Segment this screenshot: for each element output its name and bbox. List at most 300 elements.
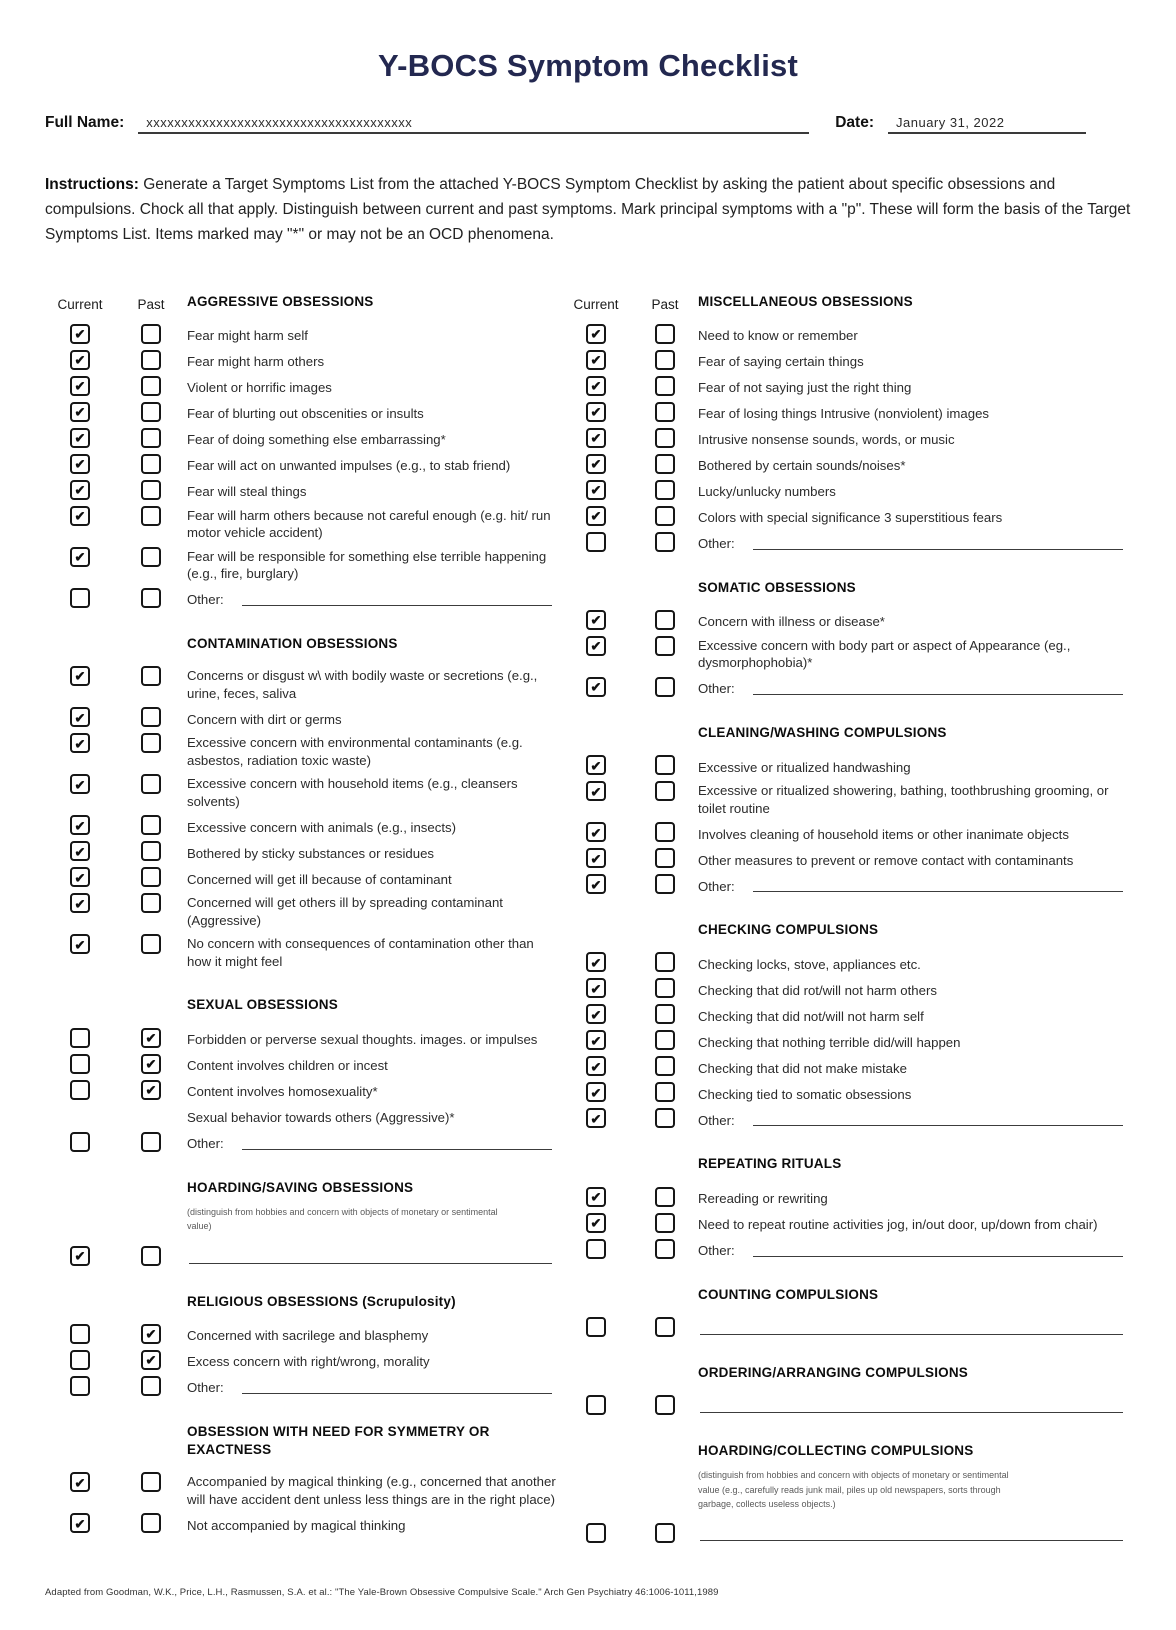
item-body — [187, 666, 560, 702]
current-checkbox[interactable] — [70, 1350, 90, 1370]
past-checkbox[interactable] — [141, 893, 161, 913]
checklist-item — [45, 428, 560, 449]
past-checkbox[interactable] — [141, 1246, 161, 1266]
item-label: Need to repeat routine activities jog, in/out door, up/down from chair) — [698, 1217, 1098, 1233]
section-heading: MISCELLANEOUS OBSESSIONS — [698, 294, 913, 310]
item-body — [698, 677, 1131, 698]
fill-in-line[interactable] — [700, 1322, 1123, 1335]
checklist-item — [45, 1324, 560, 1345]
date-label: Date: — [835, 114, 874, 131]
item-label: Excess concern with right/wrong, morality — [187, 1354, 430, 1370]
past-checkbox[interactable] — [655, 428, 675, 448]
item-label: Fear of saying certain things — [698, 354, 864, 369]
checklist-item — [45, 1376, 560, 1397]
current-checkbox[interactable] — [70, 815, 90, 835]
checklist-item — [560, 1056, 1131, 1077]
item-label: Accompanied by magical thinking (e.g., concerned that another will have accident dent unless less things are in the right place) — [187, 1474, 556, 1507]
item-label: Bothered by certain sounds/noises* — [698, 458, 906, 473]
item-label: Fear of not saying just the right thing — [698, 380, 912, 395]
item-label: Excessive or ritualized handwashing — [698, 759, 911, 775]
past-checkbox[interactable] — [655, 1187, 675, 1207]
checklist-item — [560, 636, 1131, 672]
current-checkbox[interactable] — [586, 1004, 606, 1024]
item-body — [187, 480, 560, 501]
past-checkbox[interactable] — [141, 815, 161, 835]
fill-in-line[interactable] — [753, 1244, 1123, 1257]
current-checkbox[interactable] — [586, 874, 606, 894]
checklist-item — [560, 677, 1131, 698]
past-checkbox[interactable] — [655, 636, 675, 656]
checkmark-icon: ✔ — [74, 818, 86, 834]
checkmark-icon: ✔ — [74, 1248, 86, 1264]
checklist-item — [45, 547, 560, 583]
checklist-item — [45, 480, 560, 501]
current-checkbox[interactable] — [586, 376, 606, 396]
section-heading: CLEANING/WASHING COMPULSIONS — [698, 724, 947, 740]
current-checkbox[interactable] — [70, 774, 90, 794]
past-checkbox[interactable] — [655, 402, 675, 422]
past-checkbox[interactable] — [141, 428, 161, 448]
past-checkbox[interactable] — [141, 376, 161, 396]
item-label: Excessive concern with animals (e.g., insects) — [187, 819, 456, 835]
past-checkbox[interactable] — [141, 1132, 161, 1152]
checkmark-icon: ✔ — [590, 877, 602, 893]
current-checkbox[interactable] — [586, 677, 606, 697]
checklist-item — [45, 841, 560, 862]
past-checkbox[interactable] — [141, 506, 161, 526]
checkmark-icon: ✔ — [590, 482, 602, 498]
checkmark-icon: ✔ — [74, 326, 86, 342]
current-checkbox[interactable] — [586, 1213, 606, 1233]
current-checkbox[interactable] — [70, 1324, 90, 1344]
item-label: Other: — [698, 1243, 735, 1259]
item-body — [698, 952, 1131, 973]
past-checkbox[interactable] — [655, 822, 675, 842]
current-checkbox[interactable] — [70, 1080, 90, 1100]
item-body — [698, 1030, 1131, 1051]
past-column-label: Past — [651, 296, 679, 312]
past-checkbox[interactable] — [655, 848, 675, 868]
checkmark-icon: ✔ — [590, 1189, 602, 1205]
past-checkbox[interactable] — [655, 978, 675, 998]
current-checkbox[interactable] — [70, 666, 90, 686]
section-heading: SEXUAL OBSESSIONS — [187, 997, 338, 1013]
current-checkbox[interactable] — [70, 480, 90, 500]
item-body — [187, 841, 560, 862]
item-label: Concerned with sacrilege and blasphemy — [187, 1328, 429, 1344]
item-body — [698, 1317, 1131, 1338]
past-checkbox[interactable] — [141, 1324, 161, 1344]
item-body — [187, 1513, 560, 1534]
past-checkbox[interactable] — [655, 324, 675, 344]
past-checkbox[interactable] — [141, 1054, 161, 1074]
item-body — [698, 822, 1131, 843]
checklist-item — [560, 952, 1131, 973]
checklist-item — [560, 848, 1131, 869]
checklist-item — [560, 376, 1131, 397]
item-label: Violent or horrific images — [187, 380, 332, 395]
checkmark-icon: ✔ — [74, 378, 86, 394]
past-checkbox[interactable] — [655, 480, 675, 500]
checklist-item — [560, 350, 1131, 371]
full-name-label: Full Name: — [45, 114, 125, 131]
current-checkbox[interactable] — [586, 781, 606, 801]
past-checkbox[interactable] — [141, 934, 161, 954]
item-body — [187, 506, 560, 542]
checkmark-icon: ✔ — [74, 549, 86, 565]
past-checkbox[interactable] — [655, 755, 675, 775]
current-checkbox[interactable] — [586, 1082, 606, 1102]
checkmark-icon: ✔ — [74, 777, 86, 793]
current-checkbox[interactable] — [70, 934, 90, 954]
instructions-label: Instructions: — [45, 176, 139, 193]
current-checkbox[interactable] — [586, 848, 606, 868]
past-checkbox[interactable] — [141, 350, 161, 370]
item-label: Fear will be responsible for something else terrible happening (e.g., fire, burglary) — [187, 548, 547, 582]
item-body — [187, 588, 560, 609]
checklist-item — [45, 350, 560, 371]
checklist-item — [45, 1106, 560, 1127]
past-checkbox[interactable] — [655, 1523, 675, 1543]
current-checkbox[interactable] — [586, 428, 606, 448]
past-checkbox[interactable] — [655, 1395, 675, 1415]
checkmark-icon: ✔ — [74, 937, 86, 953]
fill-in-line[interactable] — [242, 1137, 552, 1150]
checkmark-icon: ✔ — [590, 981, 602, 997]
item-body — [187, 1054, 560, 1075]
past-checkbox[interactable] — [141, 841, 161, 861]
past-checkbox[interactable] — [655, 677, 675, 697]
current-checkbox[interactable] — [70, 893, 90, 913]
current-checkbox[interactable] — [586, 1317, 606, 1337]
checklist-item — [45, 934, 560, 970]
past-checkbox[interactable] — [141, 1028, 161, 1048]
past-checkbox[interactable] — [655, 454, 675, 474]
checklist-item — [560, 1004, 1131, 1025]
item-label: Checking that did not/will not harm self — [698, 1008, 924, 1024]
fill-in-line[interactable] — [242, 1381, 552, 1394]
item-label: No concern with consequences of contamination other than how it might feel — [187, 936, 534, 969]
current-column-label: Current — [573, 296, 619, 312]
fill-in-line[interactable] — [753, 1113, 1123, 1126]
current-checkbox[interactable] — [586, 1523, 606, 1543]
current-checkbox[interactable] — [70, 454, 90, 474]
checkmark-icon: ✔ — [590, 955, 602, 971]
section-subnote: (distinguish from hobbies and concern with objects of monetary or sentimental value) — [187, 1206, 498, 1232]
checklist-item — [560, 402, 1131, 423]
item-body — [187, 1472, 560, 1508]
checkmark-icon: ✔ — [74, 870, 86, 886]
checklist-item — [45, 1080, 560, 1101]
item-label: Fear might harm self — [187, 328, 308, 343]
item-body — [698, 350, 1131, 371]
past-checkbox[interactable] — [655, 1056, 675, 1076]
current-checkbox[interactable] — [586, 532, 606, 552]
section-heading: ORDERING/ARRANGING COMPULSIONS — [698, 1364, 969, 1380]
fill-in-line[interactable] — [753, 682, 1123, 695]
checklist-item — [45, 1054, 560, 1075]
past-checkbox[interactable] — [141, 454, 161, 474]
full-name-value: xxxxxxxxxxxxxxxxxxxxxxxxxxxxxxxxxxxxxx — [146, 115, 413, 130]
checklist-item — [45, 1028, 560, 1049]
current-checkbox[interactable] — [70, 547, 90, 567]
current-checkbox[interactable] — [70, 707, 90, 727]
current-checkbox[interactable] — [70, 350, 90, 370]
past-checkbox[interactable] — [141, 867, 161, 887]
past-checkbox[interactable] — [141, 1080, 161, 1100]
fill-in-line[interactable] — [700, 1400, 1123, 1413]
current-checkbox[interactable] — [70, 1054, 90, 1074]
current-checkbox[interactable] — [586, 822, 606, 842]
item-label: Other: — [698, 878, 735, 894]
checkmark-icon: ✔ — [590, 638, 602, 654]
current-checkbox[interactable] — [586, 610, 606, 630]
checkmark-icon: ✔ — [145, 1056, 157, 1072]
item-body — [698, 506, 1131, 527]
past-checkbox[interactable] — [141, 774, 161, 794]
item-body — [698, 532, 1131, 553]
checklist-item — [45, 454, 560, 475]
past-column-label: Past — [137, 296, 165, 312]
current-checkbox[interactable] — [70, 1246, 90, 1266]
current-checkbox[interactable] — [70, 376, 90, 396]
checkmark-icon: ✔ — [590, 679, 602, 695]
item-body — [187, 1106, 560, 1127]
past-checkbox[interactable] — [141, 707, 161, 727]
checklist-item — [45, 774, 560, 810]
past-checkbox[interactable] — [141, 1376, 161, 1396]
checkmark-icon: ✔ — [74, 710, 86, 726]
current-checkbox[interactable] — [586, 480, 606, 500]
current-checkbox[interactable] — [586, 324, 606, 344]
item-label: Fear will harm others because not careful enough (e.g. hit/ run motor vehicle accident) — [187, 507, 551, 541]
item-label: Concern with dirt or germs — [187, 711, 342, 727]
current-checkbox[interactable] — [70, 588, 90, 608]
past-checkbox[interactable] — [141, 733, 161, 753]
section-heading: SOMATIC OBSESSIONS — [698, 579, 856, 595]
past-checkbox[interactable] — [655, 376, 675, 396]
fill-in-line[interactable] — [242, 593, 552, 606]
checklist-item — [45, 1132, 560, 1153]
checklist-item — [560, 480, 1131, 501]
current-checkbox[interactable] — [586, 1187, 606, 1207]
column-header-row — [45, 293, 560, 311]
current-checkbox[interactable] — [70, 1513, 90, 1533]
checklist-columns — [0, 293, 1176, 1549]
checkmark-icon: ✔ — [590, 430, 602, 446]
current-checkbox[interactable] — [70, 324, 90, 344]
item-body — [187, 1324, 560, 1345]
checkmark-icon: ✔ — [74, 482, 86, 498]
item-body — [187, 774, 560, 810]
current-checkbox[interactable] — [586, 454, 606, 474]
item-label: Concerned will get others ill by spreading contaminant (Aggressive) — [187, 895, 503, 928]
past-checkbox[interactable] — [655, 1030, 675, 1050]
checkmark-icon: ✔ — [590, 1215, 602, 1231]
checklist-item — [560, 1239, 1131, 1260]
checkmark-icon: ✔ — [590, 612, 602, 628]
current-checkbox[interactable] — [586, 978, 606, 998]
item-body — [698, 1082, 1131, 1103]
item-label: Other: — [187, 1136, 224, 1152]
section-subnote: (distinguish from hobbies and concern with objects of monetary or sentimental value (e.g., carefully reads junk mail, piles up old newspapers, sorts through garbage, collects useless objects.) — [698, 1470, 1009, 1510]
current-checkbox[interactable] — [70, 733, 90, 753]
current-checkbox[interactable] — [586, 636, 606, 656]
item-label: Fear of doing something else embarrassing* — [187, 432, 446, 447]
item-label: Concerns or disgust w\ with bodily waste or secretions (e.g., urine, feces, saliva — [187, 667, 538, 701]
item-body — [187, 547, 560, 583]
fill-in-line[interactable] — [700, 1528, 1123, 1541]
item-body — [187, 350, 560, 371]
current-checkbox[interactable] — [70, 1472, 90, 1492]
past-checkbox[interactable] — [141, 402, 161, 422]
past-checkbox[interactable] — [655, 952, 675, 972]
past-checkbox[interactable] — [655, 350, 675, 370]
checkmark-icon: ✔ — [590, 851, 602, 867]
past-checkbox[interactable] — [655, 781, 675, 801]
current-checkbox[interactable] — [586, 952, 606, 972]
past-checkbox[interactable] — [655, 1239, 675, 1259]
item-label: Excessive concern with household items (e.g., cleansers solvents) — [187, 776, 518, 809]
section-heading: HOARDING/COLLECTING COMPULSIONS — [698, 1443, 974, 1459]
past-checkbox[interactable] — [141, 1350, 161, 1370]
current-checkbox[interactable] — [586, 1030, 606, 1050]
current-checkbox[interactable] — [586, 350, 606, 370]
checkmark-icon: ✔ — [145, 1352, 157, 1368]
item-body — [698, 324, 1131, 345]
current-checkbox[interactable] — [70, 841, 90, 861]
past-checkbox[interactable] — [655, 1213, 675, 1233]
item-label: Rereading or rewriting — [698, 1191, 828, 1207]
checkmark-icon: ✔ — [74, 352, 86, 368]
checklist-item — [45, 666, 560, 702]
item-label: Other: — [698, 536, 735, 551]
past-checkbox[interactable] — [655, 1108, 675, 1128]
past-checkbox[interactable] — [655, 532, 675, 552]
fill-in-line[interactable] — [753, 537, 1123, 550]
item-body — [698, 480, 1131, 501]
section-heading: REPEATING RITUALS — [698, 1156, 842, 1172]
item-label: Bothered by sticky substances or residues — [187, 845, 435, 861]
checkmark-icon: ✔ — [590, 1111, 602, 1127]
fill-in-line[interactable] — [189, 1251, 552, 1264]
past-checkbox[interactable] — [655, 1317, 675, 1337]
item-label: Other: — [187, 1380, 224, 1396]
item-label: Fear might harm others — [187, 354, 325, 369]
section-heading: RELIGIOUS OBSESSIONS (Scrupulosity) — [187, 1293, 456, 1309]
item-body — [698, 610, 1131, 631]
item-body — [187, 1028, 560, 1049]
checkmark-icon: ✔ — [74, 668, 86, 684]
checklist-column-right — [560, 293, 1131, 1549]
current-checkbox[interactable] — [586, 506, 606, 526]
past-checkbox[interactable] — [655, 1004, 675, 1024]
past-checkbox[interactable] — [141, 588, 161, 608]
past-checkbox[interactable] — [141, 1513, 161, 1533]
item-body — [698, 874, 1131, 895]
checkmark-icon: ✔ — [74, 896, 86, 912]
past-checkbox[interactable] — [655, 506, 675, 526]
checkmark-icon: ✔ — [590, 784, 602, 800]
checkmark-icon: ✔ — [145, 1326, 157, 1342]
checkmark-icon: ✔ — [590, 758, 602, 774]
item-label: Checking that did not make mistake — [698, 1060, 907, 1076]
checkmark-icon: ✔ — [590, 404, 602, 420]
item-body — [187, 402, 560, 423]
checkmark-icon: ✔ — [74, 1516, 86, 1532]
checkmark-icon: ✔ — [74, 508, 86, 524]
current-checkbox[interactable] — [586, 1239, 606, 1259]
item-label: Concern with illness or disease* — [698, 614, 885, 630]
current-checkbox[interactable] — [586, 1108, 606, 1128]
past-checkbox[interactable] — [141, 480, 161, 500]
past-checkbox[interactable] — [141, 547, 161, 567]
item-label: Not accompanied by magical thinking — [187, 1517, 406, 1533]
past-checkbox[interactable] — [141, 1472, 161, 1492]
full-name-field[interactable] — [138, 112, 809, 134]
item-label: Excessive concern with body part or aspect of Appearance (eg., dysmorphophobia)* — [698, 637, 1071, 671]
fill-in-line[interactable] — [753, 879, 1123, 892]
current-checkbox[interactable] — [70, 867, 90, 887]
past-checkbox[interactable] — [655, 610, 675, 630]
section-heading: CONTAMINATION OBSESSIONS — [187, 635, 398, 651]
item-label: Colors with special significance 3 superstitious fears — [698, 510, 1003, 525]
item-label: Fear will act on unwanted impulses (e.g., to stab friend) — [187, 458, 511, 473]
checklist-item — [560, 755, 1131, 776]
item-body — [187, 934, 560, 970]
item-label: Checking tied to somatic obsessions — [698, 1086, 912, 1102]
past-checkbox[interactable] — [655, 1082, 675, 1102]
current-checkbox[interactable] — [586, 402, 606, 422]
date-field[interactable] — [888, 112, 1086, 134]
past-checkbox[interactable] — [141, 666, 161, 686]
current-checkbox[interactable] — [70, 1376, 90, 1396]
checklist-item — [560, 610, 1131, 631]
section-heading: AGGRESSIVE OBSESSIONS — [187, 294, 374, 310]
past-checkbox[interactable] — [141, 324, 161, 344]
checkmark-icon: ✔ — [145, 1030, 157, 1046]
section-heading: COUNTING COMPULSIONS — [698, 1286, 879, 1302]
checklist-item — [560, 822, 1131, 843]
item-label: Excessive or ritualized showering, bathing, toothbrushing grooming, or toilet routine — [698, 783, 1109, 816]
checklist-item — [45, 707, 560, 728]
current-checkbox[interactable] — [70, 428, 90, 448]
current-checkbox[interactable] — [70, 402, 90, 422]
item-body — [187, 707, 560, 728]
past-checkbox[interactable] — [655, 874, 675, 894]
item-body — [698, 1213, 1131, 1234]
column-header-row — [560, 293, 1131, 311]
current-checkbox[interactable] — [586, 755, 606, 775]
checkmark-icon: ✔ — [590, 326, 602, 342]
checklist-item — [45, 1513, 560, 1534]
checklist-item — [45, 376, 560, 397]
item-body — [187, 1132, 560, 1153]
checklist-item — [560, 506, 1131, 527]
checklist-item — [560, 532, 1131, 553]
current-checkbox[interactable] — [70, 1132, 90, 1152]
item-body — [187, 454, 560, 475]
date-value: January 31, 2022 — [896, 115, 1005, 130]
current-checkbox[interactable] — [70, 506, 90, 526]
current-checkbox[interactable] — [70, 1028, 90, 1048]
name-date-row — [0, 112, 1176, 134]
current-checkbox[interactable] — [586, 1395, 606, 1415]
item-label: Excessive concern with environmental contaminants (e.g. asbestos, radiation toxic waste) — [187, 735, 523, 768]
current-checkbox[interactable] — [586, 1056, 606, 1076]
item-body — [187, 428, 560, 449]
item-body — [698, 1395, 1131, 1416]
